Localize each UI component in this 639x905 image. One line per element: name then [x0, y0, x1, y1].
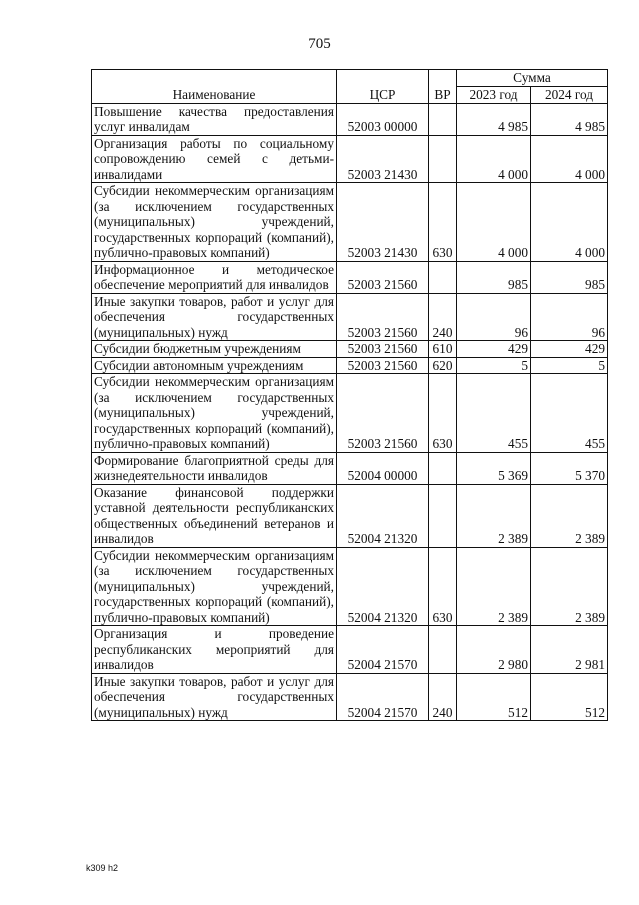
row-name-cell: Повышение качества предоставления услуг инвалидам — [92, 103, 337, 135]
table-row — [92, 103, 608, 135]
row-amount-2024-cell: 429 — [531, 341, 608, 358]
row-amount-2023-cell: 2 389 — [457, 484, 531, 547]
row-name-cell: Субсидии некоммерческим организациям (за исключением государственных (муниципальных) учреждений, государственных корпораций (компаний), публично-правовых компаний) — [92, 183, 337, 262]
table-row — [92, 135, 608, 183]
row-amount-2024-cell: 512 — [531, 673, 608, 721]
header-year-2023: 2023 год — [457, 86, 531, 103]
table-row — [92, 452, 608, 484]
table-row — [92, 484, 608, 547]
row-vr-cell — [429, 135, 457, 183]
row-csr-cell: 52004 21570 — [337, 626, 429, 674]
row-amount-2024-cell: 4 000 — [531, 183, 608, 262]
row-csr-cell: 52003 21560 — [337, 374, 429, 453]
row-amount-2024-cell: 5 370 — [531, 452, 608, 484]
budget-table — [91, 69, 608, 721]
footer-code: k309 h2 — [86, 863, 119, 873]
row-name-cell: Иные закупки товаров, работ и услуг для обеспечения государственных (муниципальных) нужд — [92, 673, 337, 721]
table-body — [92, 103, 608, 721]
row-vr-cell: 630 — [429, 183, 457, 262]
header-year-2024: 2024 год — [531, 86, 608, 103]
table-row — [92, 374, 608, 453]
row-amount-2024-cell: 2 389 — [531, 547, 608, 626]
row-vr-cell — [429, 103, 457, 135]
row-csr-cell: 52003 21560 — [337, 261, 429, 293]
row-amount-2023-cell: 429 — [457, 341, 531, 358]
table-row — [92, 626, 608, 674]
table-row — [92, 341, 608, 358]
row-amount-2023-cell: 4 985 — [457, 103, 531, 135]
row-amount-2024-cell: 455 — [531, 374, 608, 453]
row-vr-cell — [429, 452, 457, 484]
row-csr-cell: 52003 21430 — [337, 183, 429, 262]
row-csr-cell: 52003 21430 — [337, 135, 429, 183]
row-amount-2024-cell: 4 985 — [531, 103, 608, 135]
row-amount-2024-cell: 96 — [531, 293, 608, 341]
header-name: Наименование — [92, 70, 337, 104]
row-csr-cell: 52004 21570 — [337, 673, 429, 721]
row-amount-2024-cell: 4 000 — [531, 135, 608, 183]
row-amount-2024-cell: 2 389 — [531, 484, 608, 547]
row-name-cell: Субсидии автономным учреждениям — [92, 357, 337, 374]
row-csr-cell: 52004 21320 — [337, 484, 429, 547]
row-csr-cell: 52004 21320 — [337, 547, 429, 626]
row-name-cell: Субсидии некоммерческим организациям (за исключением государственных (муниципальных) учреждений, государственных корпораций (компаний), публично-правовых компаний) — [92, 374, 337, 453]
row-amount-2024-cell: 5 — [531, 357, 608, 374]
row-amount-2024-cell: 985 — [531, 261, 608, 293]
table-row — [92, 261, 608, 293]
row-csr-cell: 52004 00000 — [337, 452, 429, 484]
table-row — [92, 183, 608, 262]
row-csr-cell: 52003 21560 — [337, 293, 429, 341]
table-row — [92, 293, 608, 341]
page-number: 705 — [308, 36, 331, 52]
row-amount-2023-cell: 5 369 — [457, 452, 531, 484]
row-name-cell: Иные закупки товаров, работ и услуг для обеспечения государственных (муниципальных) нужд — [92, 293, 337, 341]
row-amount-2023-cell: 2 980 — [457, 626, 531, 674]
row-name-cell: Субсидии некоммерческим организациям (за исключением государственных (муниципальных) учреждений, государственных корпораций (компаний), публично-правовых компаний) — [92, 547, 337, 626]
header-sum: Сумма — [457, 70, 608, 87]
row-amount-2023-cell: 4 000 — [457, 135, 531, 183]
table-row — [92, 547, 608, 626]
row-vr-cell: 620 — [429, 357, 457, 374]
row-amount-2024-cell: 2 981 — [531, 626, 608, 674]
row-name-cell: Организация работы по социальному сопровождению семей с детьми-инвалидами — [92, 135, 337, 183]
row-name-cell: Формирование благоприятной среды для жизнедеятельности инвалидов — [92, 452, 337, 484]
row-csr-cell: 52003 21560 — [337, 341, 429, 358]
row-vr-cell — [429, 261, 457, 293]
header-vr: ВР — [429, 70, 457, 104]
row-amount-2023-cell: 512 — [457, 673, 531, 721]
row-name-cell: Субсидии бюджетным учреждениям — [92, 341, 337, 358]
row-vr-cell: 630 — [429, 374, 457, 453]
row-amount-2023-cell: 985 — [457, 261, 531, 293]
row-vr-cell: 630 — [429, 547, 457, 626]
row-amount-2023-cell: 96 — [457, 293, 531, 341]
row-amount-2023-cell: 455 — [457, 374, 531, 453]
row-vr-cell: 240 — [429, 293, 457, 341]
row-name-cell: Информационное и методическое обеспечение мероприятий для инвалидов — [92, 261, 337, 293]
row-csr-cell: 52003 00000 — [337, 103, 429, 135]
header-csr: ЦСР — [337, 70, 429, 104]
row-vr-cell: 610 — [429, 341, 457, 358]
row-name-cell: Оказание финансовой поддержки уставной деятельности республиканских общественных объединений ветеранов и инвалидов — [92, 484, 337, 547]
row-csr-cell: 52003 21560 — [337, 357, 429, 374]
row-vr-cell: 240 — [429, 673, 457, 721]
table-row — [92, 357, 608, 374]
row-vr-cell — [429, 626, 457, 674]
table-row — [92, 673, 608, 721]
row-vr-cell — [429, 484, 457, 547]
row-name-cell: Организация и проведение республиканских мероприятий для инвалидов — [92, 626, 337, 674]
row-amount-2023-cell: 4 000 — [457, 183, 531, 262]
row-amount-2023-cell: 5 — [457, 357, 531, 374]
row-amount-2023-cell: 2 389 — [457, 547, 531, 626]
